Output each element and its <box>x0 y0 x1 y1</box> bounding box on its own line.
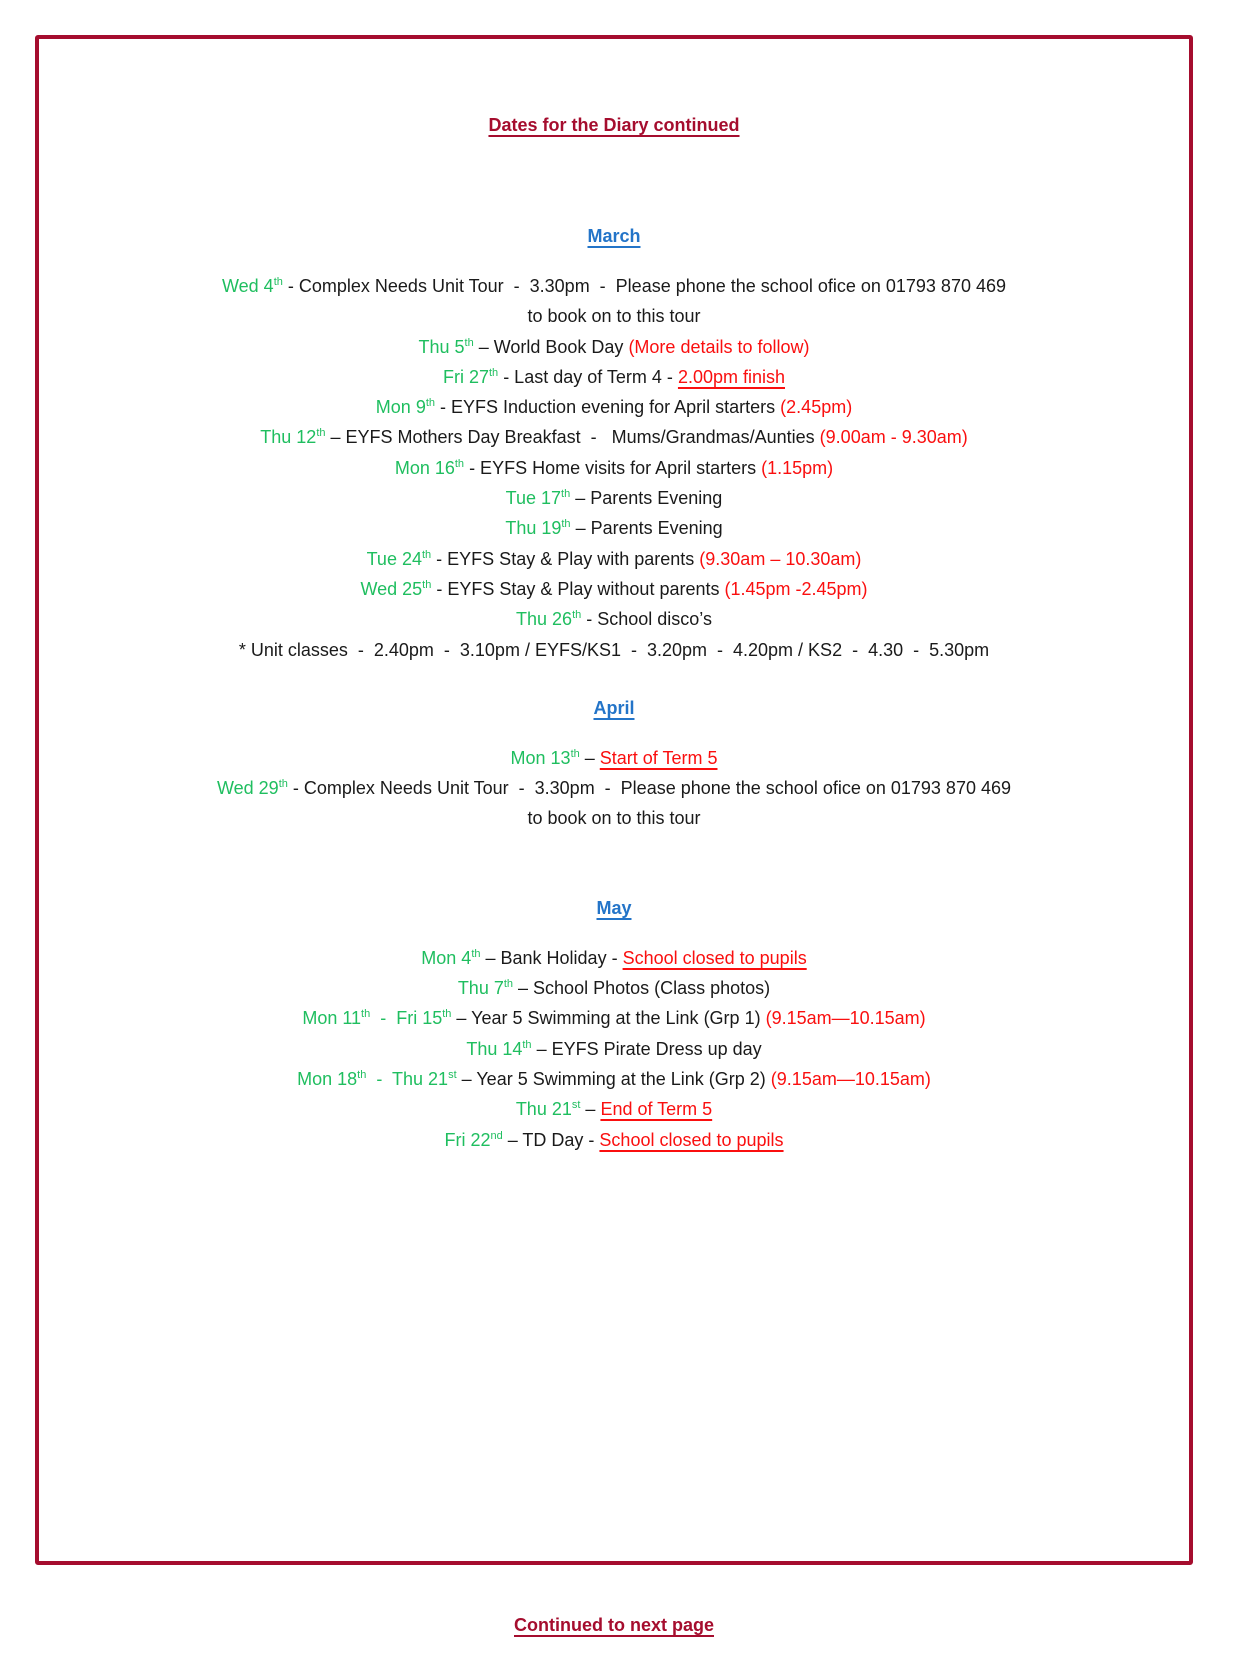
event-line <box>39 513 1189 543</box>
event-text: to book on to this tour <box>527 306 701 327</box>
event-time: End of Term 5 <box>600 1099 713 1120</box>
event-line <box>39 332 1189 362</box>
event-date: Wed 4 <box>222 276 274 296</box>
event-line <box>39 1003 1189 1033</box>
event-text: – Year 5 Swimming at the Link (Grp 2) <box>456 1068 771 1089</box>
event-time: (2.45pm) <box>780 397 853 418</box>
ordinal-suffix: th <box>570 747 580 760</box>
event-text: - Last day of Term 4 - <box>498 366 678 387</box>
event-line <box>39 1125 1189 1155</box>
event-text: - School disco’s <box>581 609 712 630</box>
event-time: (More details to follow) <box>628 336 810 357</box>
ordinal-suffix: th <box>421 548 432 561</box>
event-date: - Thu 21 <box>366 1068 449 1089</box>
event-line <box>39 1094 1189 1124</box>
event-date: Mon 4 <box>421 947 472 968</box>
event-line <box>39 943 1189 973</box>
ordinal-suffix: th <box>489 366 499 379</box>
section-heading-may: May <box>596 897 632 918</box>
ordinal-suffix: st <box>448 1068 457 1081</box>
event-text: - EYFS Stay & Play with parents <box>431 548 700 569</box>
event-line <box>39 544 1189 574</box>
event-date: Wed 25 <box>360 578 423 599</box>
event-line <box>39 574 1189 604</box>
continued-footer: Continued to next page <box>514 1614 714 1635</box>
event-date: Fri 27 <box>442 366 489 387</box>
event-time: Start of Term 5 <box>599 747 718 768</box>
event-date: Mon 16 <box>394 457 455 478</box>
event-text: – World Book Day <box>473 336 629 357</box>
ordinal-suffix: nd <box>490 1129 503 1142</box>
section-march <box>39 221 1189 665</box>
event-text: to book on to this tour <box>527 808 701 829</box>
ordinal-suffix: th <box>425 397 436 410</box>
event-date: Mon 18 <box>297 1068 358 1089</box>
event-text: – TD Day - <box>502 1129 600 1150</box>
ordinal-suffix: th <box>454 457 465 470</box>
event-text: – <box>580 1099 601 1120</box>
event-time: (1.45pm -2.45pm) <box>724 578 868 599</box>
event-date: Tue 24 <box>366 548 422 569</box>
event-text: – School Photos (Class photos) <box>513 978 771 999</box>
event-time: (9.15am—10.15am) <box>765 1008 926 1029</box>
ordinal-suffix: th <box>442 1008 452 1021</box>
event-date: Mon 13 <box>510 747 571 768</box>
event-line <box>39 422 1189 452</box>
event-time: 2.00pm finish <box>677 366 785 387</box>
ordinal-suffix: th <box>464 336 474 349</box>
section-heading-march: March <box>587 226 641 246</box>
ordinal-suffix: th <box>471 947 481 960</box>
event-time: (9.15am—10.15am) <box>770 1068 931 1089</box>
ordinal-suffix: th <box>273 276 283 288</box>
event-time: School closed to pupils <box>599 1129 784 1150</box>
event-line <box>39 803 1189 833</box>
event-text: – EYFS Mothers Day Breakfast - Mums/Grandmas/Aunties <box>325 427 820 448</box>
event-date: Thu 5 <box>418 336 465 357</box>
event-line <box>39 773 1189 803</box>
event-line <box>39 362 1189 392</box>
event-line <box>39 1064 1189 1094</box>
event-line <box>39 973 1189 1003</box>
ordinal-suffix: st <box>571 1099 581 1112</box>
section-heading-april: April <box>593 697 635 718</box>
event-lines <box>39 271 1189 665</box>
event-line <box>39 1034 1189 1064</box>
ordinal-suffix: th <box>422 578 432 591</box>
event-date: Tue 17 <box>505 488 562 509</box>
event-text: * Unit classes - 2.40pm - 3.10pm / EYFS/KS1 - 3.20pm - 4.20pm / KS2 - 4.30 - 5.30pm <box>238 639 990 660</box>
event-line <box>39 392 1189 422</box>
ordinal-suffix: th <box>278 778 288 791</box>
event-text: – Parents Evening <box>570 518 723 539</box>
ordinal-suffix: th <box>572 609 582 622</box>
section-may <box>39 893 1189 1155</box>
event-lines <box>39 943 1189 1155</box>
event-date: Fri 22 <box>444 1129 491 1150</box>
ordinal-suffix: th <box>357 1068 367 1081</box>
ordinal-suffix: th <box>503 978 514 991</box>
ordinal-suffix: th <box>561 518 571 531</box>
event-date: - Fri 15 <box>370 1008 443 1029</box>
event-date: Mon 9 <box>375 397 426 418</box>
event-time: (9.30am – 10.30am) <box>699 548 862 569</box>
ordinal-suffix: th <box>361 1008 371 1021</box>
event-text: – Year 5 Swimming at the Link (Grp 1) <box>451 1008 766 1029</box>
event-text: - Complex Needs Unit Tour - 3.30pm - Please phone the school ofice on 01793 870 469 <box>287 778 1011 799</box>
event-time: School closed to pupils <box>622 947 807 968</box>
sections-container <box>39 221 1189 1155</box>
event-time: (1.15pm) <box>761 457 834 478</box>
event-line <box>39 483 1189 513</box>
event-lines <box>39 743 1189 834</box>
event-text: - EYFS Home visits for April starters <box>464 457 762 478</box>
event-date: Thu 7 <box>457 978 504 999</box>
event-date: Thu 21 <box>515 1099 572 1120</box>
event-text: – Parents Evening <box>570 488 723 509</box>
event-date: Thu 14 <box>466 1038 523 1059</box>
event-line <box>39 635 1189 665</box>
section-april <box>39 693 1189 834</box>
ordinal-suffix: th <box>561 488 571 501</box>
event-date: Thu 26 <box>516 609 573 630</box>
event-line <box>39 301 1189 331</box>
event-date: Thu 12 <box>260 427 317 448</box>
event-text: – <box>579 747 600 768</box>
event-text: - EYFS Stay & Play without parents <box>431 578 725 599</box>
event-date: Wed 29 <box>216 778 279 799</box>
page-title: Dates for the Diary continued <box>488 115 740 135</box>
event-line <box>39 743 1189 773</box>
event-line <box>39 604 1189 634</box>
ordinal-suffix: th <box>316 427 326 440</box>
event-line <box>39 271 1189 301</box>
event-date: Thu 19 <box>505 518 562 539</box>
event-date: Mon 11 <box>302 1008 362 1029</box>
event-text: – Bank Holiday - <box>480 947 623 968</box>
newsletter-page <box>39 39 1189 1661</box>
event-text: - EYFS Induction evening for April starters <box>435 397 781 418</box>
ordinal-suffix: th <box>522 1038 532 1051</box>
event-time: (9.00am - 9.30am) <box>819 427 968 448</box>
event-text: – EYFS Pirate Dress up day <box>531 1038 762 1059</box>
event-text: - Complex Needs Unit Tour - 3.30pm - Please phone the school ofice on 01793 870 469 <box>282 276 1006 296</box>
event-line <box>39 453 1189 483</box>
